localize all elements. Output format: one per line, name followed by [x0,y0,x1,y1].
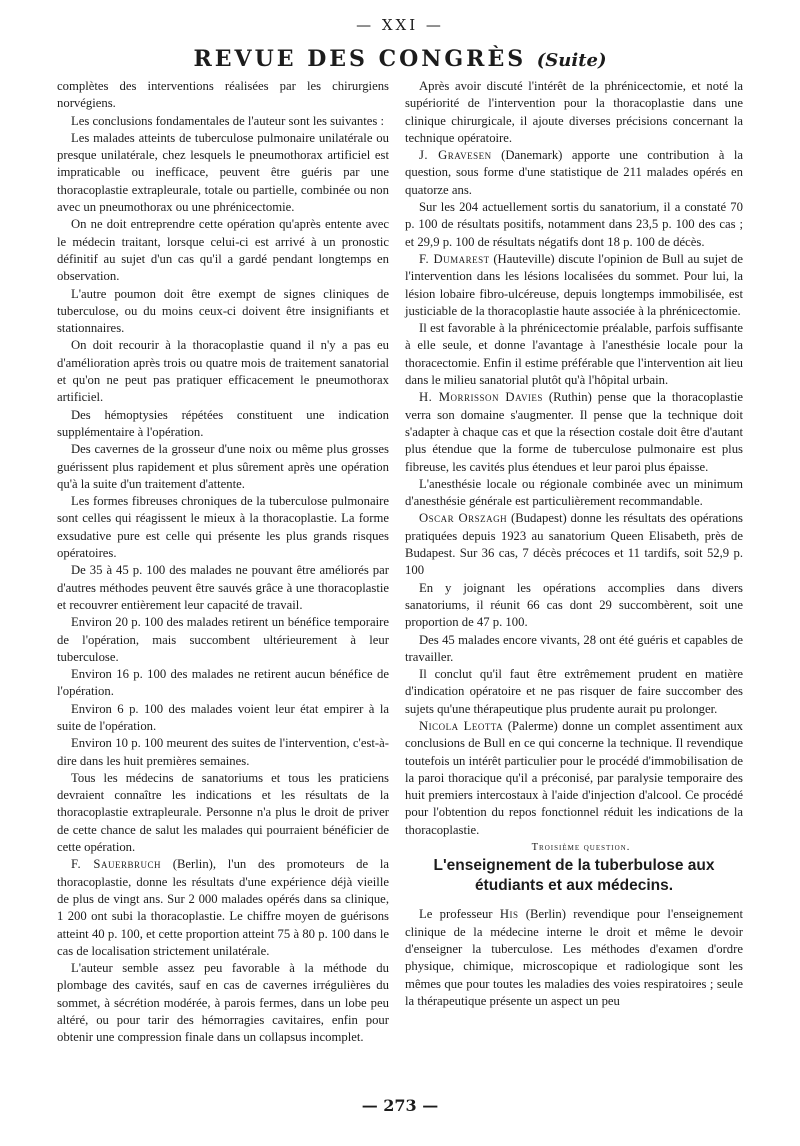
paragraph: Des cavernes de la grosseur d'une noix ou même plus grosses guérissent plus rapidement et plus sûrement après une opération qu'à la suite d'un traitement d'attente. [57,442,389,491]
paragraph: L'autre poumon doit être exempt de signes cliniques de tuberculose, ou du moins ceux-ci doivent être insignifiants et stationnaires. [57,286,389,336]
paragraph: Il est favorable à la phrénicectomie préalable, parfois suffisante à elle seule, et donne l'avantage à l'anesthésie locale pour la thoracectomie. Enfin il estime préférable que l'intervention ait lieu dans le milieu sanatorial plutôt qu'à l'hôpital urbain. [405,321,743,388]
paragraph: Les malades atteints de tuberculose pulmonaire unilatérale ou presque unilatérale, chez lesquels le pneumothorax artificiel est impraticable ou inefficace, peuvent être guéris par une thoracoplastie extrapleurale, totale ou partielle, combinée ou non avec un pneumothorax ou une phrénicectomie. [57,130,389,215]
page-number: — 273 — [361,1096,439,1115]
section-title: L'enseignement de la tuberbulose aux étudiants et aux médecins. [433,857,715,895]
author-name: F. Sauerbruch [71,857,161,872]
paragraph: L'auteur semble assez peu favorable à la méthode du plombage des cavités, sauf en cas de cavernes irrégulières du sommet, à sécrétion modérée, à parois fermes, dans un lobe peu altéré, ou pour tarir des hémorragies cavitaires, enfin pour obtenir une compression finale dans un collapsus incomplet. [57,961,389,1045]
paragraph: En y joignant les opérations accomplies dans divers sanatoriums, il réunit 66 cas dont 29 succombèrent, soit une proportion de 47 p. 100. [405,580,743,630]
paragraph: Environ 6 p. 100 des malades voient leur état empirer à la suite de l'opération. [57,701,389,733]
author-name: F. Dumarest [419,251,490,266]
paragraph-text: (Berlin), l'un des promoteurs de la thoracoplastie, donne les résultats d'une expérience déjà vieille de plus de vingt ans. Sur 2 000 malades opérés dans sa clinique, 1 200 ont subi la thoracoplastie. Le chiffre moyen de guérisons atteint 40 p. 100, et cette proportion atteint 75 à 80 p. 100 dans le cas de localisation strictement unilatérale. [57,857,389,958]
paragraph: Il conclut qu'il faut être extrêmement prudent en matière d'indication opératoire et ne pas risquer de faire succomber des sujets qu'une thérapeutique plus prudente aurait pu prolonger. [405,667,743,716]
left-column [57,78,389,1047]
paragraph: L'anesthésie locale ou régionale combinée avec un minimum d'anesthésie générale est particulièrement recommandable. [405,476,743,509]
running-title [0,46,800,72]
paragraph-text: (Palerme) donne un complet assentiment aux conclusions de Bull en ce qui concerne la technique. Il revendique toutefois un intérêt particulier pour le procédé d'immobilisation de la paroi thoracique qu'il a préconisé, par paralysie temporaire des huit premiers intercostaux à l'aide d'injection d'alcool. Ce procédé pour l'obtention du repos fonctionnel réduit les indications de la thoracoplastie. [405,718,743,837]
paragraph [405,251,743,320]
paragraph-text: (Danemark) apporte une contribution à la question, sous forme d'une statistique de 211 malades opérés en quatorze ans. [405,148,743,197]
paragraph-text: (Budapest) donne les résultats des opérations pratiquées depuis 1923 au sanatorium Queen Elisabeth, près de Budapest. Sur 36 cas, 7 décès précoces et 11 tardifs, soit 52,9 p. 100 [405,511,743,578]
paragraph: Environ 16 p. 100 des malades ne retirent aucun bénéfice de l'opération. [57,667,389,699]
paragraph: Les conclusions fondamentales de l'auteur sont les suivantes : [71,113,385,128]
paragraph [405,718,743,839]
paragraph: Environ 20 p. 100 des malades retirent un bénéfice temporaire de l'opération, mais succombent ultérieurement à leur tuberculose. [57,615,389,664]
paragraph-text: (Ruthin) pense que la thoracoplastie verra son domaine s'augmenter. Il pense que la technique doit s'adapter à chaque cas et que la résection costale doit être d'autant plus étendue que la forme de tuberculose pulmonaire est plus fibreuse, les cavités plus étendues et leur paroi plus épaisse. [405,390,743,474]
paragraph [405,510,743,579]
author-name: J. Gravesen [419,148,492,163]
author-name: H. Morrisson Davies [419,390,543,405]
running-title-suite: (Suite) [536,50,607,71]
paragraph: On ne doit entreprendre cette opération qu'après entente avec le médecin traitant, lorsque celui-ci est arrivé à un pronostic définitif au sujet d'un cas qu'il a gardé pendant longtemps en observation. [57,217,389,284]
paragraph: Tous les médecins de sanatoriums et tous les praticiens devraient connaître les indications et les résultats de la thoracoplastie extrapleurale. Personne n'a plus le droit de priver de cette chance de salut les malades qui pourraient bénéficier de cette opération. [57,770,389,855]
paragraph: De 35 à 45 p. 100 des malades ne pouvant être améliorés par d'autres méthodes peuvent être sauvés grâce à une thoracoplastie et recouvrer entièrement leur capacité de travail. [57,563,389,612]
roman-page-number: — XXI — [356,16,444,34]
paragraph: Des 45 malades encore vivants, 28 ont été guéris et capables de travailler. [405,632,743,664]
question-heading: Troisième question. [531,842,631,854]
paragraph: complètes des interventions réalisées par les chirurgiens norvégiens. [57,79,389,111]
author-name: Nicola Leotta [419,718,504,733]
paragraph: On doit recourir à la thoracoplastie quand il n'y a pas eu d'amélioration après trois ou quatre mois de traitement sanatorial et qu'on ne peut pas pratiquer efficacement le pneumothorax artificiel. [57,338,389,405]
paragraph [57,856,389,960]
paragraph-prefix: Le professeur [419,907,500,922]
author-name: Oscar Orszagh [419,511,508,526]
running-title-text: REVUE DES CONGRÈS [193,46,527,72]
paragraph: Les formes fibreuses chroniques de la tuberculose pulmonaire sont celles qui réagissent le mieux à la thoracoplastie. La forme exsudative pure est celle qui présente les plus grands risques opératoires. [57,494,389,561]
paragraph: Sur les 204 actuellement sortis du sanatorium, il a constaté 70 p. 100 de résultats positifs, notamment dans 23,5 p. 100 des cas ; et 29,9 p. 100 de résultats négatifs dont 18 p. 100 de décès. [405,200,743,249]
right-column [405,78,743,1010]
paragraph: Des hémoptysies répétées constituent une indication supplémentaire à l'opération. [57,407,389,439]
paragraph-text: (Berlin) revendique pour l'enseignement clinique de la médecine interne le droit et même le devoir d'enseigner la tuberculose. Les méthodes d'examen d'ordre physique, chimique, microscopique et radiologique sont les mêmes que pour toutes les maladies des voies respiratoires ; seule la thérapeutique présente un aspect un peu [405,907,743,1008]
paragraph [405,906,743,1010]
author-name: His [499,907,519,922]
paragraph: Environ 10 p. 100 meurent des suites de l'intervention, c'est-à-dire dans les huit premières semaines. [57,736,389,768]
paragraph [405,389,743,475]
paragraph: Après avoir discuté l'intérêt de la phrénicectomie, et noté la supériorité de l'intervention pour la thoracoplastie dans une clinique chirurgicale, il ajoute diverses précisions concernant la technique opératoire. [405,79,743,145]
paragraph-text: (Hauteville) discute l'opinion de Bull au sujet de l'intervention dans les lésions localisées du sommet. Pour lui, la lésion lobaire fibro-ulcéreuse, depuis longtemps immobilisée, est justiciable de la thoracoplastie haute associée à la phrénicectomie. [405,251,743,318]
paragraph [405,147,743,199]
